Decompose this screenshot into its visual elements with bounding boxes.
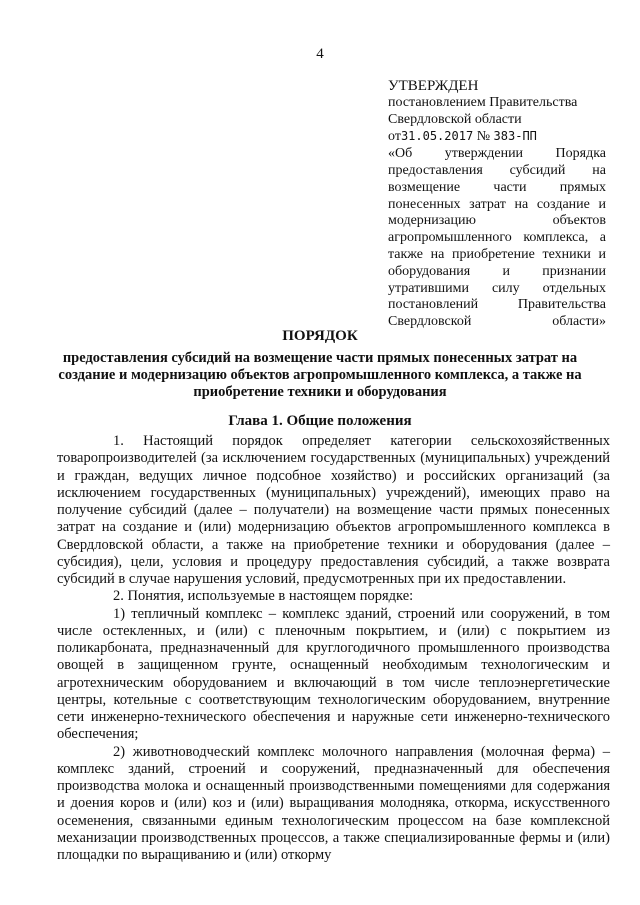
date-prefix: от [388, 129, 401, 145]
paragraph: 1. Настоящий порядок определяет категории сельскохозяйственных товаропроизводителей (за исключением государственных (муниципальных) учреждений и граждан, ведущих личное подсобное хозяйство) и российских организаций (за исключением государственных (муниципальных) учреждений), имеющих право на получение субсидий (далее – получатели) на возмещение части прямых понесенных затрат на создание и (или) модернизацию объектов агропромышленного комплекса в Свердловской области, а также на приобретение техники и оборудования (далее – субсидия), цели, условия и процедуру предоставления субсидий, а также возврата субсидий в случае нарушения условий, предусмотренных при их предоставлении. [57, 433, 610, 587]
approval-description: «Об утверждении Порядка предоставления субсидий на возмещение части прямых понесенных затрат на создание и модернизацию объектов агропромышленного комплекса, а также на приобретение техники и оборудования и признании утратившими силу отдельных постановлений Правительства Свердловской области» [388, 146, 606, 330]
approval-block [388, 78, 606, 331]
chapter-heading: Глава 1. Общие положения [228, 413, 412, 429]
document-body [57, 433, 610, 864]
approval-line-2: Свердловской области [388, 111, 522, 127]
number-prefix: № [476, 129, 491, 145]
page-number: 4 [316, 46, 324, 62]
approval-line-1: постановлением Правительства [388, 94, 578, 110]
approval-date: 31.05.2017 [400, 129, 474, 144]
approval-date-line [388, 128, 606, 146]
paragraph: 1) тепличный комплекс – комплекс зданий, строений или сооружений, в том числе остекленных, и (или) с пленочным покрытием, и (или) с покрытием из поликарбоната, предназначенный для круглогодичного промышленного производства овощей в защищенном грунте, оснащенный необходимым технологическим и агротехническим оборудованием и включающий в том числе теплоэнергетические центры, котельные с соответствующим технологическим оборудованием, внутренние сети инженерно-технического обеспечения и наружные сети инженерно-технического обеспечения; [57, 605, 610, 743]
paragraph: 2. Понятия, используемые в настоящем порядке: [113, 588, 414, 605]
approval-number: 383-ПП [493, 129, 537, 144]
document-subtitle: предоставления субсидий на возмещение части прямых понесенных затрат на создание и модернизацию объектов агропромышленного комплекса, а также на приобретение техники и оборудования [58, 350, 582, 400]
paragraph: 2) животноводческий комплекс молочного направления (молочная ферма) – комплекс зданий, строений и сооружений, предназначенный для обеспечения производства молока и оснащенный производственными помещениями для содержания и доения коров и (или) коз и (или) выращивания молодняка, откорма, искусственного осеменения, связанными единым технологическим процессом на базе комплексной механизации производственных процессов, а также специализированные фермы и (или) площадки по выращиванию и (или) откорму [57, 743, 610, 863]
document-title: ПОРЯДОК [282, 328, 358, 344]
approval-title: УТВЕРЖДЕН [388, 78, 479, 94]
